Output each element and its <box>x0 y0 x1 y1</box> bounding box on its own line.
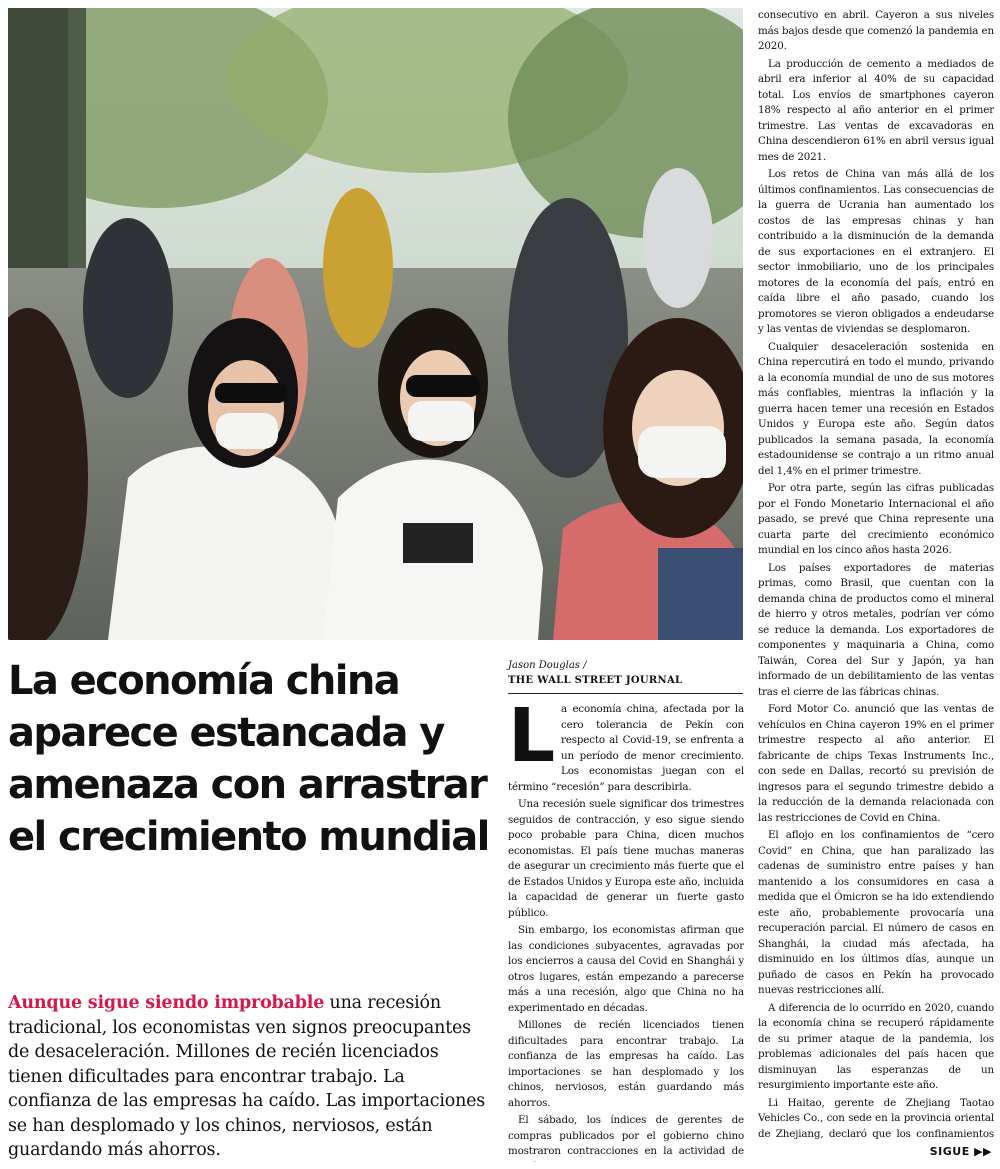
byline-outlet: THE WALL STREET JOURNAL <box>508 675 683 686</box>
drop-cap: L <box>508 702 556 779</box>
headline: La economía china aparece estancada y amenaza con arrastrar el crecimiento mundial <box>8 658 489 860</box>
body-paragraph: La economía china, afectada por la cero tolerancia de Pekín con respecto al Covid-19, se enfrenta a un período de menor crecimiento. Los economistas juegan con el término “recesión” para describirla. <box>508 702 744 793</box>
news-photo-masked-pedestrians <box>8 8 743 640</box>
body-paragraph: Los países exportadores de materias primas, como Brasil, que cuentan con la demanda china de productos como el mineral de hierro y otros metales, podrían ver cómo se reduce la demanda. Los exportadores de componentes y maquinaria a China, como Taiwán, Corea del Sur y Japón, ya han informado de un debilitamiento de las ventas tras el cierre de las fábricas chinas. <box>758 561 994 698</box>
deck-summary <box>8 991 493 1163</box>
body-paragraph: Millones de recién licenciados tienen dificultades para encontrar trabajo. La confianza de las empresas ha caído. Las importaciones se han desplomado y los chinos, nerviosos, están guardando más ahorros. <box>508 1019 744 1109</box>
body-paragraph: Sin embargo, los economistas afirman que las condiciones subyacentes, agravadas por los encierros a causa del Covid en Shanghái y otros lugares, están empezando a parecerse más a una recesión, algo que China no ha experimentado en décadas. <box>508 924 744 1014</box>
body-column-middle <box>508 702 744 1162</box>
body-paragraph: Una recesión suele significar dos trimestres seguidos de contracción, y eso sigue siendo poco probable para China, dicen muchos economistas. El país tiene muchas maneras de asegurar un crecimiento más fuerte que el de Estados Unidos y Europa este año, incluida la capacidad de generar un fuerte gasto público. <box>508 798 744 919</box>
byline <box>508 658 743 688</box>
body-paragraph: Los retos de China van más allá de los últimos confinamientos. Las consecuencias de la guerra de Ucrania han aumentado los costos de las empresas chinas y han contribuido a la disminución de la demanda de sus exportaciones en el extranjero. El sector inmobiliario, uno de los principales motores de la economía del país, entró en caída libre el año pasado, cuando los promotores se vieron obligados a endeudarse y las ventas de viviendas se desplomaron. <box>758 168 994 335</box>
body-paragraph: Por otra parte, según las cifras publicadas por el Fondo Monetario Internacional el año pasado, se prevé que China represente una cuarta parte del crecimiento económico mundial en los cinco años hasta 2026. <box>758 482 994 556</box>
body-paragraph: La producción de cemento a mediados de abril era inferior al 40% de su capacidad total. Los envíos de smartphones cayeron 18% respecto al año anterior en el primer trimestre. Las ventas de excavadoras en China descendieron 61% en abril versus igual mes de 2021. <box>758 57 994 163</box>
byline-divider <box>508 693 743 694</box>
body-paragraph: Li Haitao, gerente de Zhejiang Taotao Vehicles Co., con sede en la provincia oriental de Zhejiang, declaró que los confinamientos <box>758 1096 994 1140</box>
body-paragraph: consecutivo en abril. Cayeron a sus niveles más bajos desde que comenzó la pandemia en 2020. <box>758 9 994 52</box>
deck-lead: Aunque sigue siendo improbable <box>8 993 325 1013</box>
body-paragraph: El aflojo en los confinamientos de “cero Covid” en China, que han paralizado las cadenas de suministro entre países y han mantenido a los consumidores en casa a medida que el Ómicron se ha ido extendiendo este año, probablemente provocaría una recuperación parcial. El número de casos en Shanghái, la ciudad más afectada, ha disminuido en los últimos días, aunque un puñado de casos en Pekín ha provocado nuevas restricciones allí. <box>758 829 994 996</box>
deck-text: una recesión tradicional, los economistas ven signos preocupantes de desaceleración. Millones de recién licenciados tienen dificultades para encontrar trabajo. La confianza de las empresas ha caído. Las importaciones se han desplomado y los chinos, nerviosos, están guardando más ahorros. <box>8 993 486 1160</box>
continue-marker: SIGUE ▶▶ <box>929 1145 992 1158</box>
byline-author: Jason Douglas / <box>508 660 587 671</box>
body-paragraph: A diferencia de lo ocurrido en 2020, cuando la economía china se recuperó rápidamente de su primer ataque de la pandemia, los problemas adicionales del país hacen que disminuyan las esperanzas de un resurgimiento importante este año. <box>758 1001 994 1091</box>
body-paragraph: Cualquier desaceleración sostenida en China repercutirá en todo el mundo, privando a la economía mundial de uno de sus motores más confiables, mientras la inflación y la guerra hacen temer una recesión en Estados Unidos y Europa este año. Según datos publicados la semana pasada, la economía estadounidense se contrajo a un ritmo anual del 1,4% en el primer trimestre. <box>758 340 994 477</box>
body-paragraph: El sábado, los índices de gerentes de compras publicados por el gobierno chino mostraron contracciones en la actividad de <box>508 1114 744 1157</box>
body-paragraph: Ford Motor Co. anunció que las ventas de vehículos en China cayeron 19% en el primer trimestre respecto al año anterior. El fabricante de chips Texas Instruments Inc., con sede en Dallas, recortó su previsión de ingresos para el segundo trimestre debido a la reducción de la demanda relacionada con las restricciones de Covid en China. <box>758 703 994 824</box>
body-column-right <box>758 8 994 1143</box>
